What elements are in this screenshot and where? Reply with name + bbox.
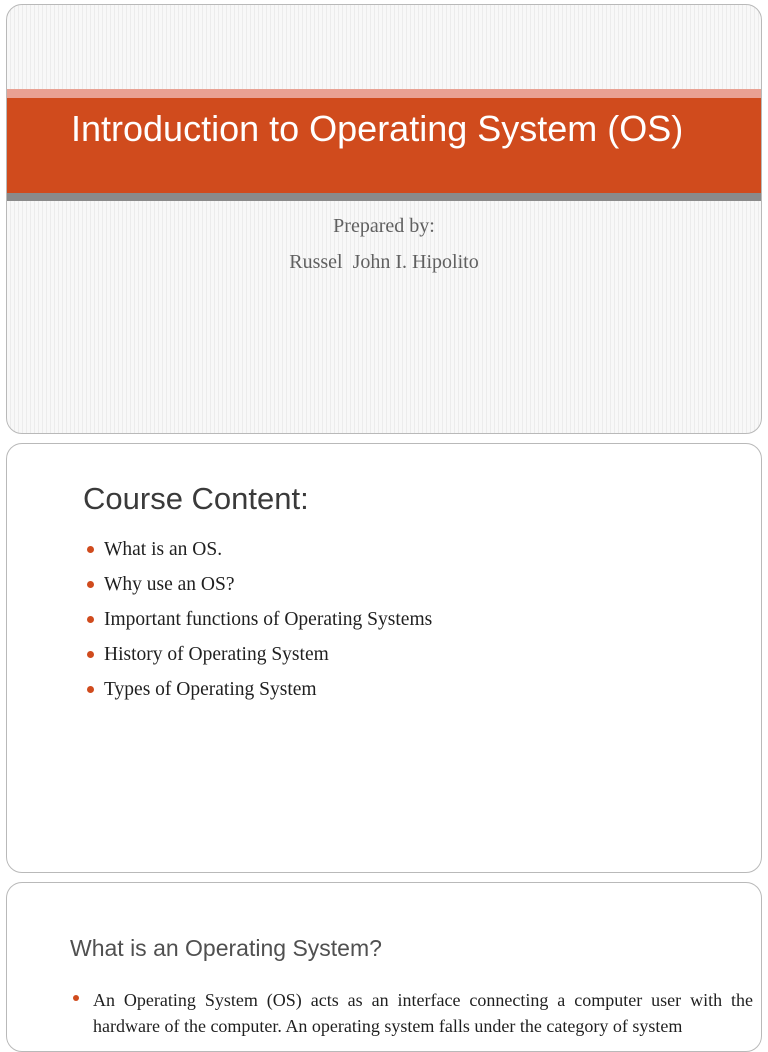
title-band-highlight — [7, 89, 761, 98]
slide-title — [6, 4, 762, 434]
slide-course-content — [6, 443, 762, 873]
list-item-text: Why use an OS? — [104, 574, 235, 595]
bullet-list — [87, 537, 432, 712]
slide-heading: What is an Operating System? — [70, 935, 382, 961]
list-item — [73, 987, 753, 1039]
slide-heading: Course Content: — [83, 481, 309, 516]
list-item — [87, 537, 432, 572]
list-item — [87, 607, 432, 642]
presentation-title: Introduction to Operating System (OS) — [71, 108, 684, 149]
list-item — [87, 677, 432, 712]
bullet-icon — [87, 686, 94, 693]
author-name: Russel John I. Hipolito — [289, 251, 479, 273]
list-item — [87, 572, 432, 607]
bullet-icon — [87, 651, 94, 658]
list-item — [87, 642, 432, 677]
list-item-text: What is an OS. — [104, 539, 223, 560]
list-item-text: History of Operating System — [104, 644, 329, 665]
bullet-icon — [87, 546, 94, 553]
bullet-icon — [87, 581, 94, 588]
bullet-icon — [73, 995, 79, 1001]
list-item-text: An Operating System (OS) acts as an interface connecting a computer user with the hardware of the computer. An operating system falls under the category of system — [93, 990, 753, 1036]
list-item-text: Types of Operating System — [104, 679, 317, 700]
title-band-shadow — [7, 193, 761, 201]
bullet-icon — [87, 616, 94, 623]
slide-what-is-os — [6, 882, 762, 1052]
prepared-by-label: Prepared by: — [333, 215, 435, 237]
list-item-text: Important functions of Operating Systems — [104, 609, 433, 630]
